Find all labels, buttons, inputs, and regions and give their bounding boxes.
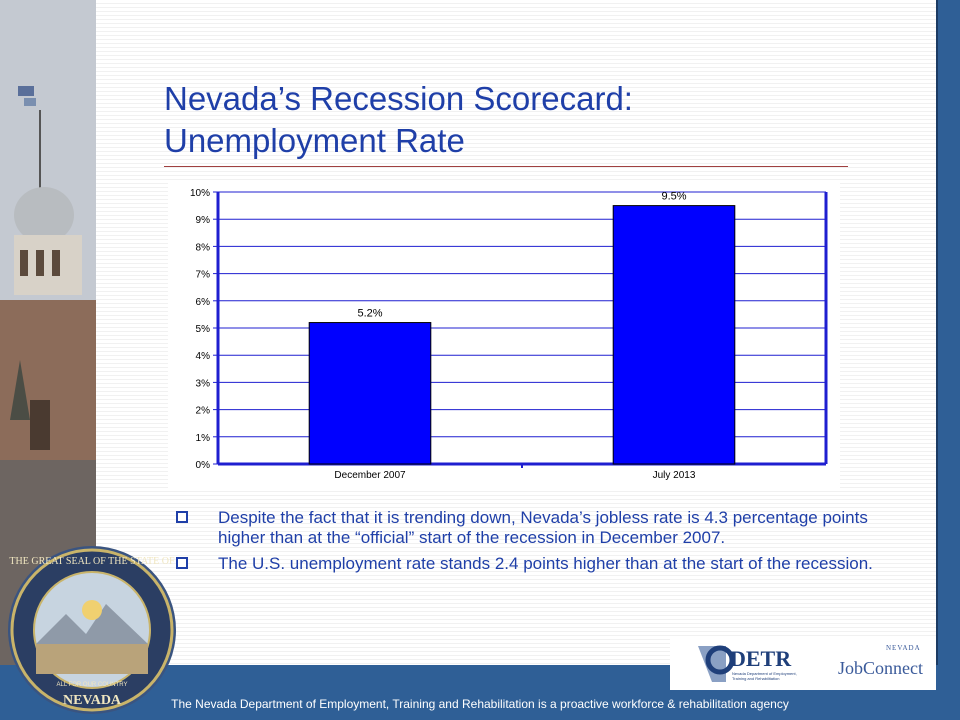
svg-text:THE GREAT SEAL OF THE STATE OF: THE GREAT SEAL OF THE STATE OF [9, 556, 175, 567]
bar [613, 206, 735, 464]
bullet-list [172, 508, 912, 580]
unemployment-bar-chart [168, 180, 840, 490]
y-tick-label: 7% [195, 269, 210, 281]
detr-logo [696, 642, 820, 686]
svg-text:NEVADA: NEVADA [62, 693, 122, 708]
slide-title [164, 78, 784, 162]
nevada-state-seal-icon [6, 544, 178, 716]
detr-sub-line-1: Nevada Department of Employment, [732, 671, 797, 676]
jobconnect-logo [838, 644, 934, 684]
bar-data-label: 9.5% [661, 190, 687, 203]
bullet-text: Despite the fact that it is trending down, Nevada’s jobless rate is 4.3 percentage points higher than at the “official” start of the recession in December 2007. [218, 508, 868, 547]
bullet-text: The U.S. unemployment rate stands 2.4 points higher than at the start of the recession. [218, 554, 873, 573]
x-tick-label: July 2013 [652, 470, 696, 481]
slide-title-line-2: Unemployment Rate [164, 122, 465, 159]
right-border [936, 0, 960, 665]
bar [309, 323, 431, 464]
detr-logo-text: DETR [730, 646, 792, 671]
y-tick-label: 5% [195, 324, 210, 335]
bullet-item [172, 508, 912, 548]
detr-sub-line-2: Training and Rehabilitation [732, 676, 780, 681]
y-tick-label: 2% [195, 405, 210, 417]
y-tick-label: 10% [189, 188, 210, 199]
x-tick-label: December 2007 [334, 470, 406, 481]
title-divider [164, 166, 848, 167]
y-tick-label: 3% [195, 378, 210, 390]
y-tick-label: 6% [195, 296, 210, 308]
chart-background [168, 180, 840, 490]
y-tick-label: 1% [195, 432, 210, 444]
slide-title-line-1: Nevada’s Recession Scorecard: [164, 80, 633, 117]
y-tick-label: 0% [195, 460, 210, 471]
svg-text:ALL FOR OUR COUNTRY: ALL FOR OUR COUNTRY [56, 682, 128, 688]
y-tick-label: 9% [195, 215, 210, 227]
jobconnect-label: JobConnect [838, 658, 923, 678]
bullet-item [172, 554, 912, 574]
checkbox-bullet-icon [176, 511, 188, 523]
y-tick-label: 4% [195, 351, 210, 363]
bar-data-label: 5.2% [357, 307, 383, 320]
footer-text: The Nevada Department of Employment, Training and Rehabilitation is a proactive workforce & rehabilitation agency [171, 697, 789, 711]
jobconnect-state-label: NEVADA [886, 644, 921, 652]
y-tick-label: 8% [195, 242, 210, 254]
